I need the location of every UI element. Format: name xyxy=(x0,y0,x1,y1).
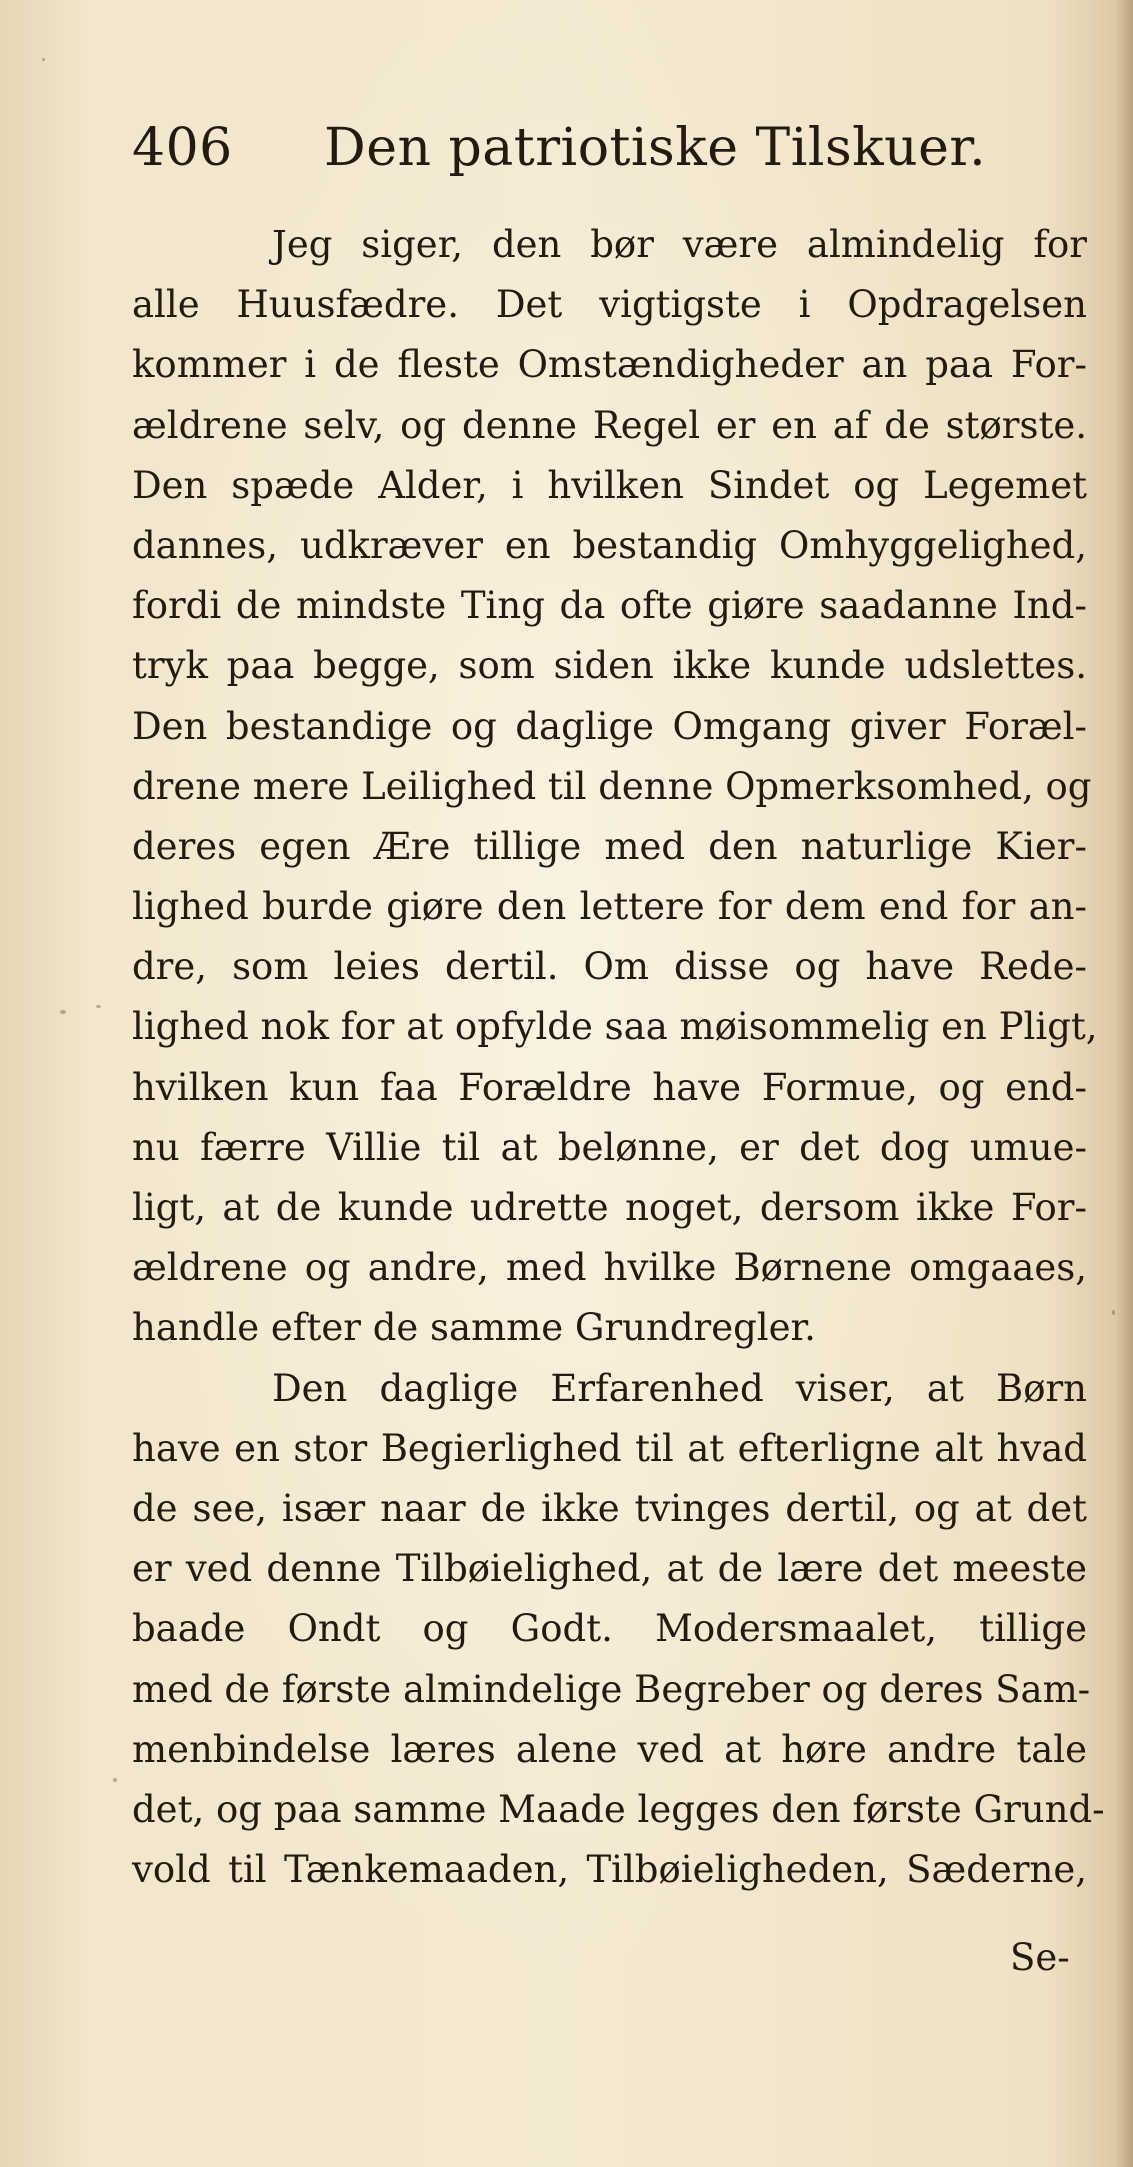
text-line: ældrene selv, og denne Regel er en af de største. xyxy=(132,403,1087,447)
text-line: Den spæde Alder, i hvilken Sindet og Legemet xyxy=(132,463,1087,507)
text-line: ældrene og andre, med hvilke Børnene omgaaes, xyxy=(132,1246,1087,1290)
text-line: Den bestandige og daglige Omgang giver Foræl- xyxy=(132,704,1087,748)
paper-speck xyxy=(60,1010,66,1014)
paper-speck xyxy=(113,1778,117,1782)
paragraph-1 xyxy=(132,215,1098,1359)
paper-speck xyxy=(42,58,45,61)
text-line: de see, især naar de ikke tvinges dertil, og at det xyxy=(132,1486,1087,1530)
text-line: fordi de mindste Ting da ofte giøre saadanne Ind- xyxy=(132,584,1087,628)
page-edge-shadow xyxy=(1115,0,1133,2167)
text-line: handle efter de samme Grundregler. xyxy=(132,1306,816,1350)
text-line: med de første almindelige Begreber og deres Sam- xyxy=(132,1667,1091,1711)
text-line: det, og paa samme Maade legges den første Grund- xyxy=(132,1787,1105,1831)
text-line: ligt, at de kunde udrette noget, dersom ikke For- xyxy=(132,1186,1087,1229)
running-title: Den patriotiske Tilskuer. xyxy=(324,118,987,178)
body-text xyxy=(132,215,1105,1900)
text-line: dannes, udkræver en bestandig Omhyggelighed, xyxy=(132,523,1087,567)
text-line: deres egen Ære tillige med den naturlige Kier- xyxy=(132,824,1087,868)
text-line: nu færre Villie til at belønne, er det dog umue- xyxy=(132,1125,1087,1169)
text-line: alle Huusfædre. Det vigtigste i Opdragelsen xyxy=(132,283,1087,327)
text-line: Den daglige Erfarenhed viser, at Børn xyxy=(272,1366,1087,1410)
text-line: tryk paa begge, som siden ikke kunde udslettes. xyxy=(132,644,1087,688)
text-line: drene mere Leilighed til denne Opmerksomhed, og xyxy=(132,764,1092,808)
text-line: lighed nok for at opfylde saa møisommelig en Pligt, xyxy=(132,1005,1098,1049)
page-header xyxy=(132,108,1062,188)
paper-speck xyxy=(1112,1310,1115,1315)
text-line: dre, som leies dertil. Om disse og have Rede- xyxy=(132,945,1087,989)
paper-speck xyxy=(96,1005,101,1008)
text-line: hvilken kun faa Forældre have Formue, og end- xyxy=(132,1065,1087,1109)
text-line: kommer i de fleste Omstændigheder an paa For- xyxy=(132,343,1087,387)
page-number: 406 xyxy=(132,118,233,178)
text-line: vold til Tænkemaaden, Tilbøieligheden, Sæderne, xyxy=(132,1848,1087,1892)
text-line: Jeg siger, den bør være almindelig for xyxy=(272,223,1087,266)
text-line: lighed burde giøre den lettere for dem end for an- xyxy=(132,885,1087,929)
paragraph-2 xyxy=(132,1359,1105,1901)
text-line: have en stor Begierlighed til at efterligne alt hvad xyxy=(132,1426,1087,1470)
text-line: er ved denne Tilbøielighed, at de lære det meeste xyxy=(132,1547,1087,1591)
catchword: Se- xyxy=(1010,1936,1070,1979)
text-line: menbindelse læres alene ved at høre andre tale xyxy=(132,1727,1087,1771)
text-line: baade Ondt og Godt. Modersmaalet, tillige xyxy=(132,1607,1087,1651)
